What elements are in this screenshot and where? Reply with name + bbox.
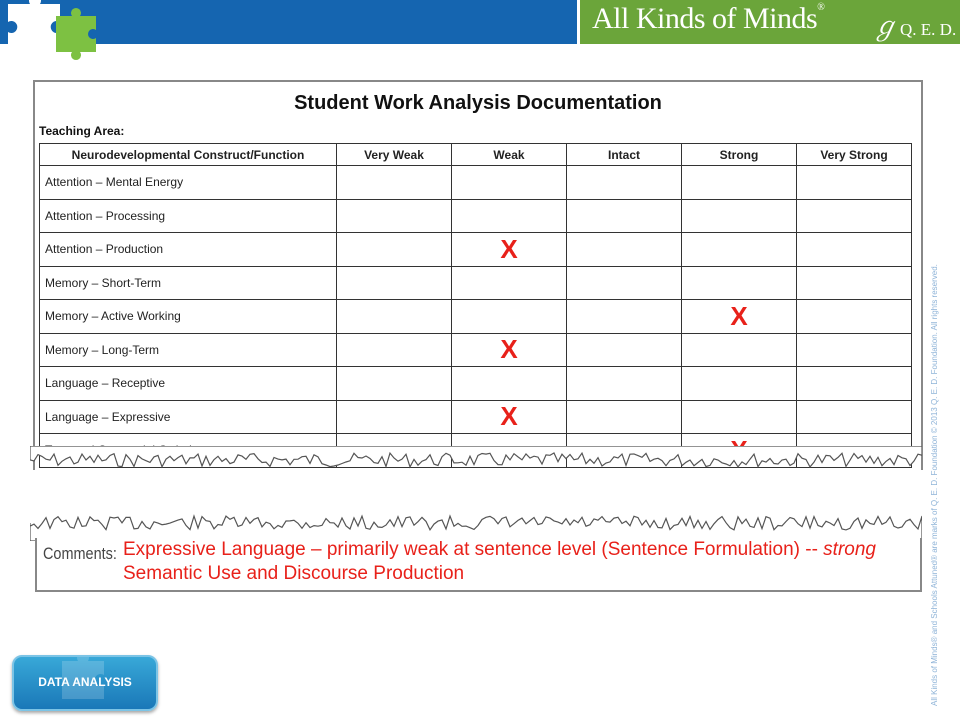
rating-cell <box>452 266 567 300</box>
column-header: Strong <box>682 144 797 166</box>
qed-swirl-icon: ℊ <box>872 12 899 41</box>
column-header: Intact <box>567 144 682 166</box>
rating-cell: X <box>682 300 797 334</box>
table-row <box>40 367 912 401</box>
torn-edge-top <box>30 446 922 476</box>
rating-cell <box>567 333 682 367</box>
rating-cell <box>797 367 912 401</box>
rating-cell <box>682 266 797 300</box>
column-header: Very Strong <box>797 144 912 166</box>
construct-label: Memory – Active Working <box>40 300 337 334</box>
rating-cell <box>452 367 567 401</box>
rating-cell <box>797 166 912 200</box>
rating-cell <box>452 199 567 233</box>
rating-cell <box>682 367 797 401</box>
teaching-area-label: Teaching Area: <box>39 124 125 138</box>
rating-cell <box>567 233 682 267</box>
brand-name: All Kinds of Minds® <box>592 2 825 35</box>
rating-cell <box>682 199 797 233</box>
rating-cell <box>797 199 912 233</box>
construct-label: Memory – Short-Term <box>40 266 337 300</box>
rating-cell <box>567 400 682 434</box>
table-row <box>40 266 912 300</box>
table-row <box>40 166 912 200</box>
table-row <box>40 300 912 334</box>
rating-cell <box>567 166 682 200</box>
construct-label: Language – Expressive <box>40 400 337 434</box>
torn-edge-bottom <box>30 505 922 541</box>
badge-label: DATA ANALYSIS <box>38 675 132 689</box>
side-copyright: All Kinds of Minds® and Schools Attuned® are marks of Q. E. D. Foundation © 2013 Q. E. D. Foundation. All rights reserved. <box>930 264 939 706</box>
rating-cell <box>682 166 797 200</box>
rating-cell <box>337 400 452 434</box>
table-row <box>40 199 912 233</box>
rating-cell <box>337 199 452 233</box>
construct-label: Attention – Mental Energy <box>40 166 337 200</box>
rating-cell <box>337 266 452 300</box>
rating-cell: X <box>452 233 567 267</box>
column-header: Neurodevelopmental Construct/Function <box>40 144 337 166</box>
rating-cell <box>567 266 682 300</box>
rating-cell <box>682 333 797 367</box>
comments-box <box>35 538 922 592</box>
rating-cell <box>682 233 797 267</box>
construct-label: Memory – Long-Term <box>40 333 337 367</box>
rating-cell <box>567 199 682 233</box>
data-analysis-badge <box>12 655 158 711</box>
rating-cell: X <box>452 333 567 367</box>
construct-label: Language – Receptive <box>40 367 337 401</box>
rating-cell <box>337 367 452 401</box>
column-header: Very Weak <box>337 144 452 166</box>
rating-cell <box>797 233 912 267</box>
construct-label: Attention – Processing <box>40 199 337 233</box>
analysis-table <box>39 143 912 468</box>
table-row <box>40 333 912 367</box>
rating-cell <box>337 333 452 367</box>
document-title: Student Work Analysis Documentation <box>294 92 662 114</box>
rating-cell <box>797 400 912 434</box>
construct-label: Attention – Production <box>40 233 337 267</box>
work-analysis-document <box>33 80 923 470</box>
comments-label: Comments: <box>43 544 117 563</box>
rating-cell: X <box>452 400 567 434</box>
rating-cell <box>337 233 452 267</box>
puzzle-logo-icon <box>0 0 110 60</box>
rating-cell <box>797 266 912 300</box>
column-header: Weak <box>452 144 567 166</box>
table-row <box>40 233 912 267</box>
rating-cell <box>567 367 682 401</box>
rating-cell <box>337 166 452 200</box>
qed-logo: ℊ Q. E. D. <box>872 12 957 41</box>
rating-cell <box>797 333 912 367</box>
rating-cell <box>337 300 452 334</box>
table-row <box>40 400 912 434</box>
rating-cell <box>682 400 797 434</box>
comments-text: Expressive Language – primarily weak at sentence level (Sentence Formulation) -- strong Semantic Use and Discourse Production <box>123 539 876 584</box>
rating-cell <box>452 300 567 334</box>
table-header-row <box>40 144 912 166</box>
rating-cell <box>452 166 567 200</box>
rating-cell <box>567 300 682 334</box>
rating-cell <box>797 300 912 334</box>
